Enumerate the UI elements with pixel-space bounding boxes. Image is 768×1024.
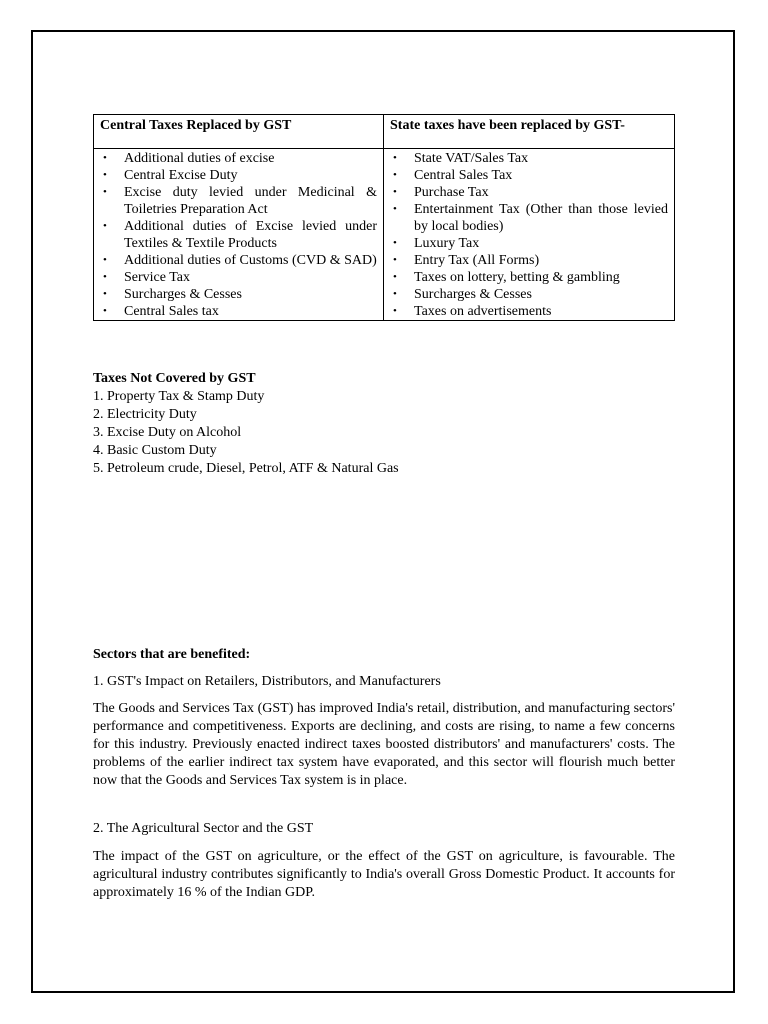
list-item: • Central Sales tax	[103, 304, 219, 319]
list-item: • Taxes on advertisements	[393, 304, 552, 319]
list-item: • Taxes on lottery, betting & gambling	[393, 270, 620, 285]
bullet-icon: •	[393, 152, 397, 164]
list-item: • Central Sales Tax	[393, 168, 513, 183]
list-item: 3. Excise Duty on Alcohol	[93, 425, 242, 440]
central-taxes-header: Central Taxes Replaced by GST	[94, 115, 384, 149]
taxes-not-covered-section	[93, 370, 675, 478]
bullet-icon: •	[393, 288, 397, 300]
list-item: • Surcharges & Cesses	[103, 287, 242, 302]
bullet-icon: •	[393, 305, 397, 317]
list-item: • Entertainment Tax (Other than those levied by local bodies)	[393, 202, 668, 234]
sectors-heading: Sectors that are benefited:	[93, 647, 251, 662]
state-taxes-list	[390, 150, 668, 320]
bullet-icon: •	[103, 288, 107, 300]
state-taxes-cell	[384, 149, 675, 321]
list-item: • Central Excise Duty	[103, 168, 238, 183]
central-taxes-list	[100, 150, 377, 320]
list-item: • Additional duties of Customs (CVD & SAD)	[103, 253, 377, 268]
list-item: 1. Property Tax & Stamp Duty	[93, 389, 265, 404]
gst-replacement-table	[93, 114, 675, 321]
taxes-not-covered-heading: Taxes Not Covered by GST	[93, 371, 256, 386]
list-item: 4. Basic Custom Duty	[93, 443, 217, 458]
bullet-icon: •	[393, 254, 397, 266]
list-item: • State VAT/Sales Tax	[393, 151, 529, 166]
bullet-icon: •	[103, 254, 107, 266]
state-taxes-header: State taxes have been replaced by GST-	[384, 115, 675, 149]
list-item: • Entry Tax (All Forms)	[393, 253, 540, 268]
bullet-icon: •	[393, 237, 397, 249]
list-item: 2. Electricity Duty	[93, 407, 197, 422]
central-taxes-cell	[94, 149, 384, 321]
sector-1-body: The Goods and Services Tax (GST) has improved India's retail, distribution, and manufacturing sectors' performance and competitiveness. Exports are declining, and costs are rising, to name a few concerns for this industry. Previously enacted indirect taxes boosted distributors' and manufacturers' costs. The problems of the earlier indirect tax system have evaporated, and this sector will flourish much better now that the Goods and Services Tax system is in place.	[93, 701, 675, 788]
sector-2-title: 2. The Agricultural Sector and the GST	[93, 821, 314, 836]
sector-2-body: The impact of the GST on agriculture, or the effect of the GST on agriculture, is favourable. The agricultural industry contributes significantly to India's overall Gross Domestic Product. It accounts for approximately 16 % of the Indian GDP.	[93, 849, 675, 900]
bullet-icon: •	[103, 169, 107, 181]
list-item: • Purchase Tax	[393, 185, 489, 200]
bullet-icon: •	[103, 186, 107, 198]
sector-1-title: 1. GST's Impact on Retailers, Distributors, and Manufacturers	[93, 674, 441, 689]
list-item: • Additional duties of excise	[103, 151, 275, 166]
bullet-icon: •	[103, 220, 107, 232]
bullet-icon: •	[393, 203, 397, 215]
bullet-icon: •	[103, 305, 107, 317]
list-item: • Service Tax	[103, 270, 191, 285]
list-item: • Surcharges & Cesses	[393, 287, 532, 302]
list-item: • Luxury Tax	[393, 236, 480, 251]
list-item: • Excise duty levied under Medicinal & Toiletries Preparation Act	[103, 185, 377, 217]
list-item: • Additional duties of Excise levied under Textiles & Textile Products	[103, 219, 377, 251]
bullet-icon: •	[103, 271, 107, 283]
bullet-icon: •	[393, 186, 397, 198]
bullet-icon: •	[393, 271, 397, 283]
list-item: 5. Petroleum crude, Diesel, Petrol, ATF & Natural Gas	[93, 461, 399, 476]
bullet-icon: •	[103, 152, 107, 164]
bullet-icon: •	[393, 169, 397, 181]
